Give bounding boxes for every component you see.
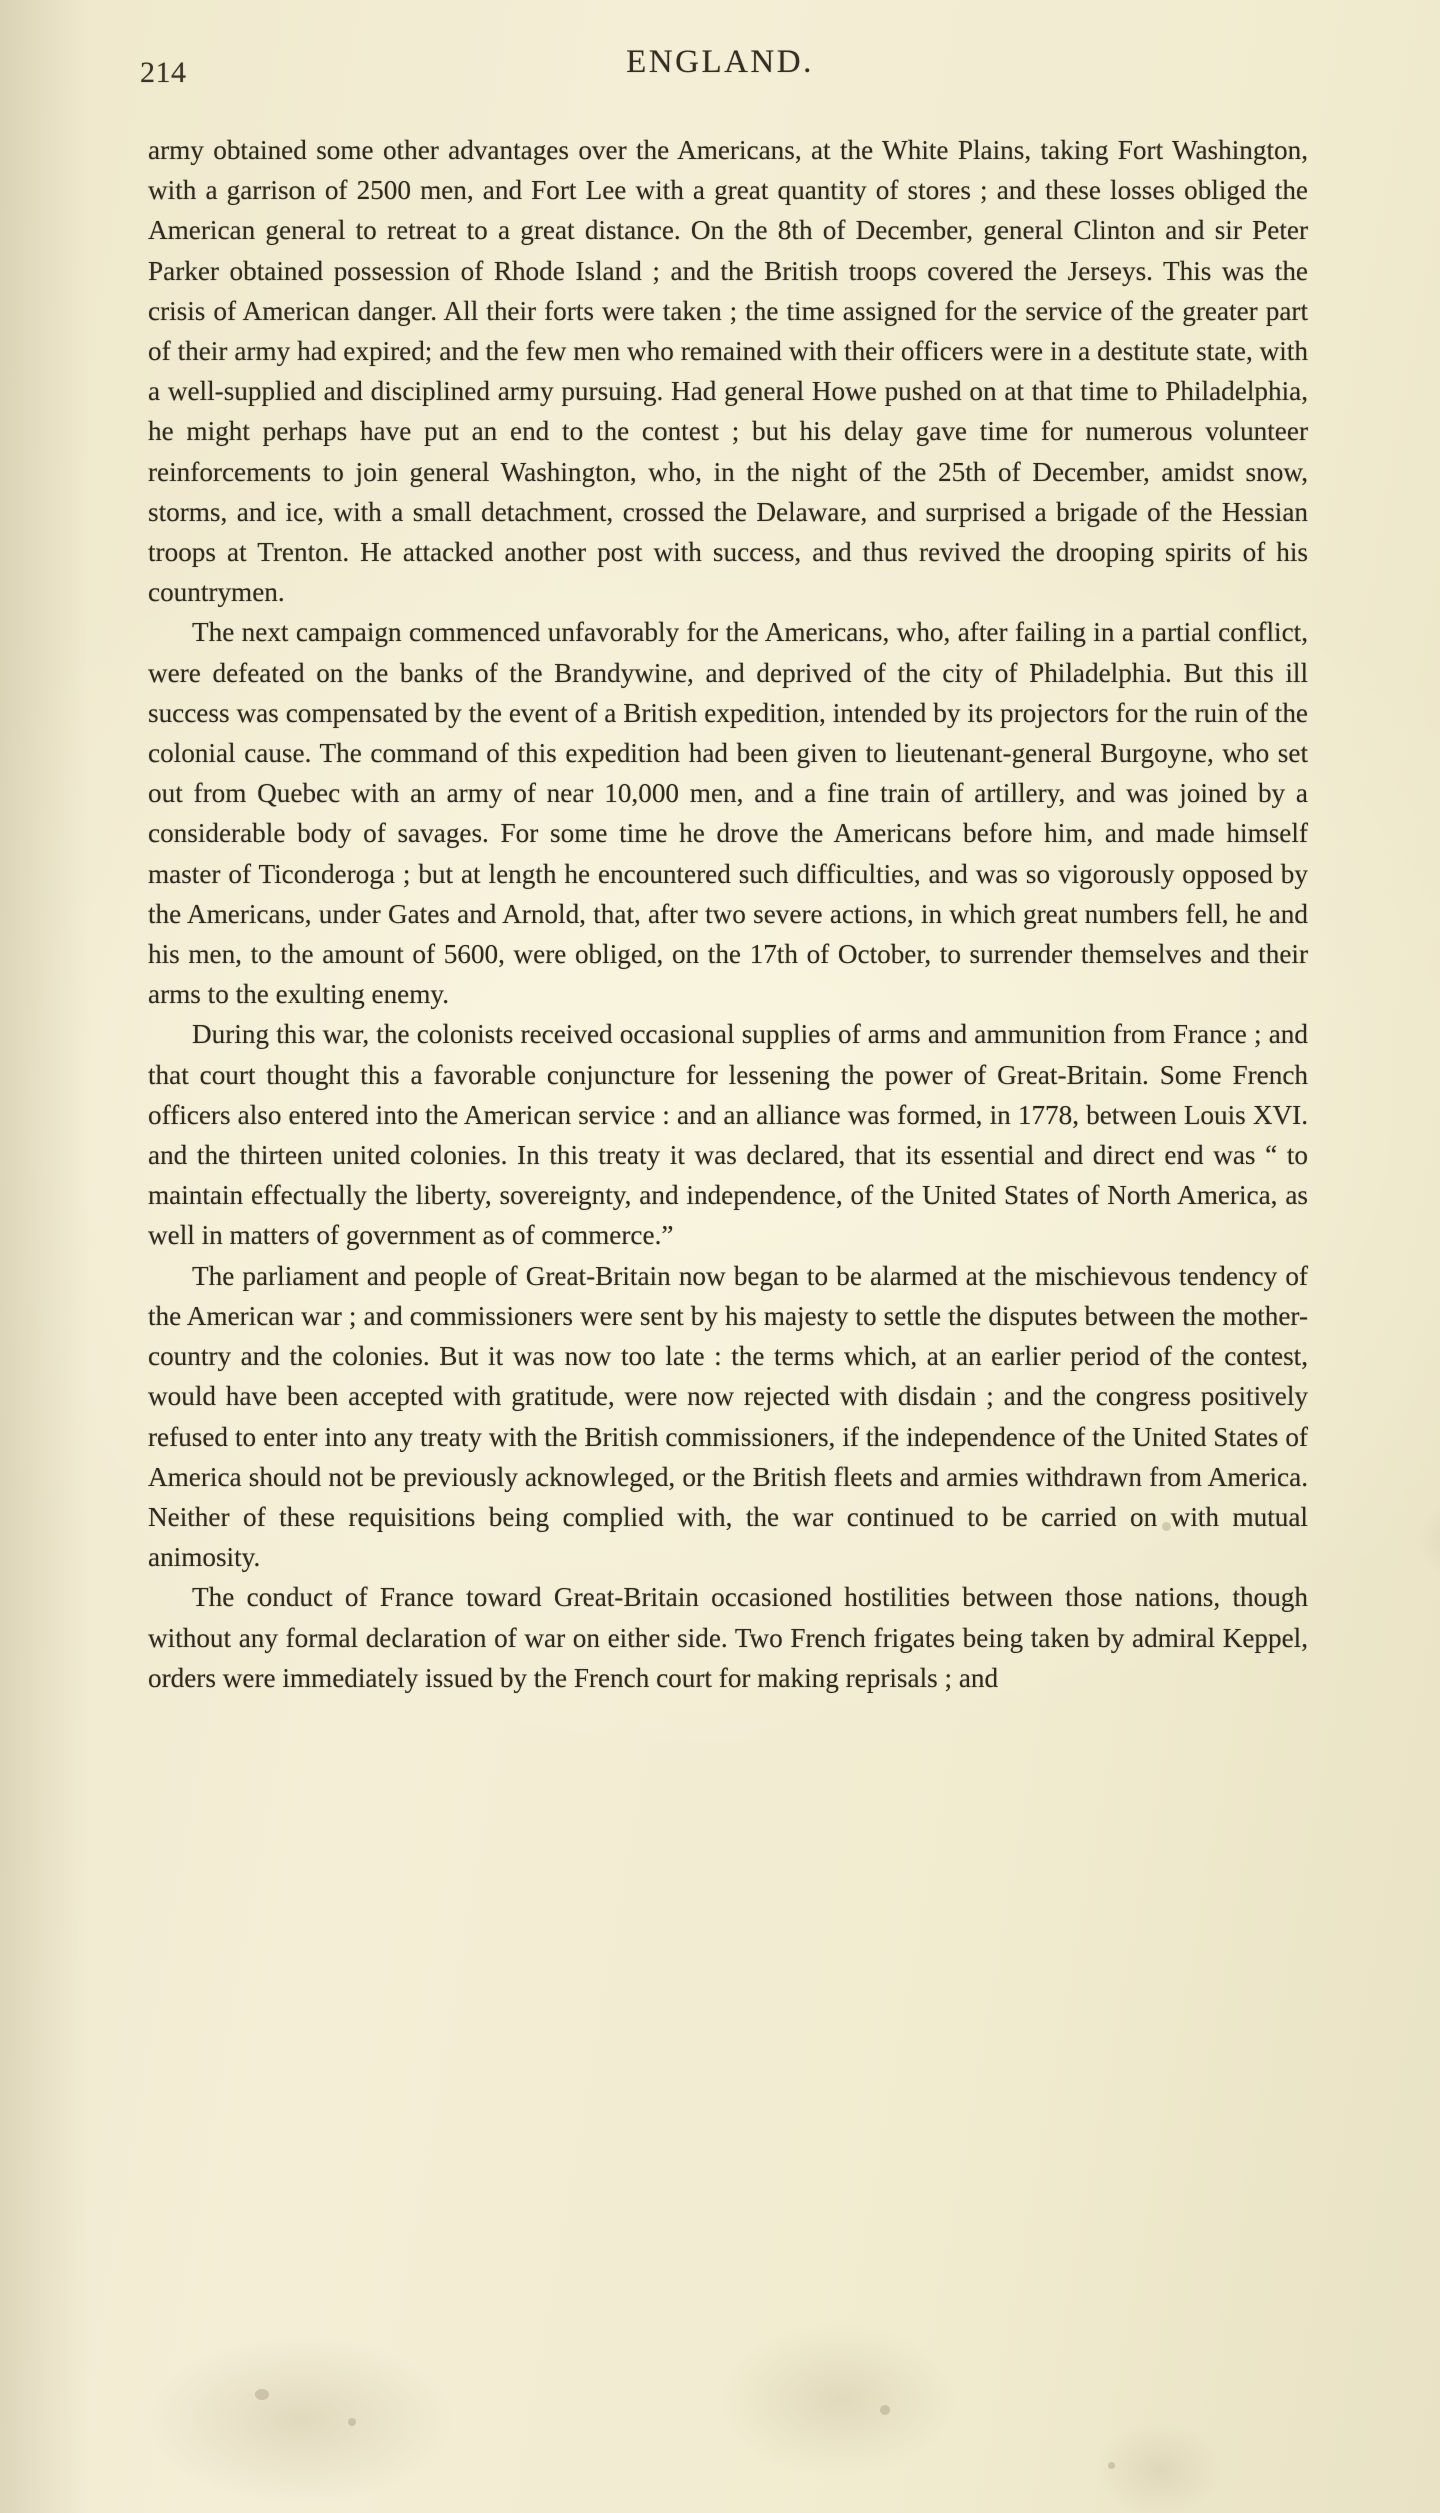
paper-speck — [1108, 2462, 1115, 2469]
paragraph: The next campaign commenced unfavorably for the Americans, who, after failing in a partial conflict, were defeated on the banks of the Brandywine, and deprived of the city of Philadelphia. But this ill success was compensated by the event of a British expedition, intended by its projectors for the ruin of the colonial cause. The command of this expedition had been given to lieutenant-general Burgoyne, who set out from Quebec with an army of near 10,000 men, and a fine train of artillery, and was joined by a considerable body of savages. For some time he drove the Americans before him, and made himself master of Ticonderoga ; but at length he encountered such difficulties, and was so vigorously opposed by the Americans, under Gates and Arnold, that, after two severe actions, in which great numbers fell, he and his men, to the amount of 5600, were obliged, on the 17th of October, to surrender themselves and their arms to the exulting enemy. — [148, 617, 1308, 1010]
paragraph: army obtained some other advantages over the Americans, at the White Plains, taking Fort Washington, with a garrison of 2500 men, and Fort Lee with a great quantity of stores ; and these losses obliged the American general to retreat to a great distance. On the 8th of December, general Clinton and sir Peter Parker obtained possession of Rhode Island ; and the British troops covered the Jerseys. This was the crisis of American danger. All their forts were taken ; the time assigned for the service of the greater part of their army had expired; and the few men who remained with their officers were in a destitute state, with a well-supplied and disciplined army pursuing. Had general Howe pushed on at that time to Philadelphia, he might perhaps have put an end to the contest ; but his delay gave time for numerous volunteer reinforcements to join general Washington, who, in the night of the 25th of December, amidst snow, storms, and ice, with a small detachment, crossed the Delaware, and surprised a brigade of the Hessian troops at Trenton. He attacked another post with success, and thus revived the drooping spirits of his countrymen. — [148, 135, 1308, 608]
page-header — [0, 44, 1440, 92]
paper-speck — [255, 2389, 269, 2400]
paper-speck — [880, 2405, 890, 2415]
body-text-column — [148, 130, 1308, 1698]
paragraph: The parliament and people of Great-Britain now began to be alarmed at the mischievous tendency of the American war ; and commissioners were sent by his majesty to settle the disputes between the mother-country and the colonies. But it was now too late : the terms which, at an earlier period of the contest, would have been accepted with gratitude, were now rejected with disdain ; and the congress positively refused to enter into any treaty with the British commissioners, if the independence of the United States of America should not be previously acknowleged, or the British fleets and armies withdrawn from America. Neither of these requisitions being complied with, the war continued to be carried on with mutual animosity. — [148, 1260, 1308, 1573]
paragraph: During this war, the colonists received occasional supplies of arms and ammunition from France ; and that court thought this a favorable conjuncture for lessening the power of Great-Britain. Some French officers also entered into the American service : and an alliance was formed, in 1778, between Louis XVI. and the thirteen united colonies. In this treaty it was declared, that its essential and direct end was “ to maintain effectually the liberty, sovereignty, and independence, of the United States of North America, as well in matters of government as of commerce.” — [148, 1019, 1308, 1251]
paper-speck — [348, 2418, 356, 2426]
paragraph: The conduct of France toward Great-Britain occasioned hostilities between those nations, though without any formal declaration of war on either side. Two French frigates being taken by admiral Keppel, orders were immediately issued by the French court for making reprisals ; and — [148, 1582, 1308, 1693]
page-number: 214 — [140, 56, 187, 89]
running-head: ENGLAND. — [626, 44, 814, 80]
